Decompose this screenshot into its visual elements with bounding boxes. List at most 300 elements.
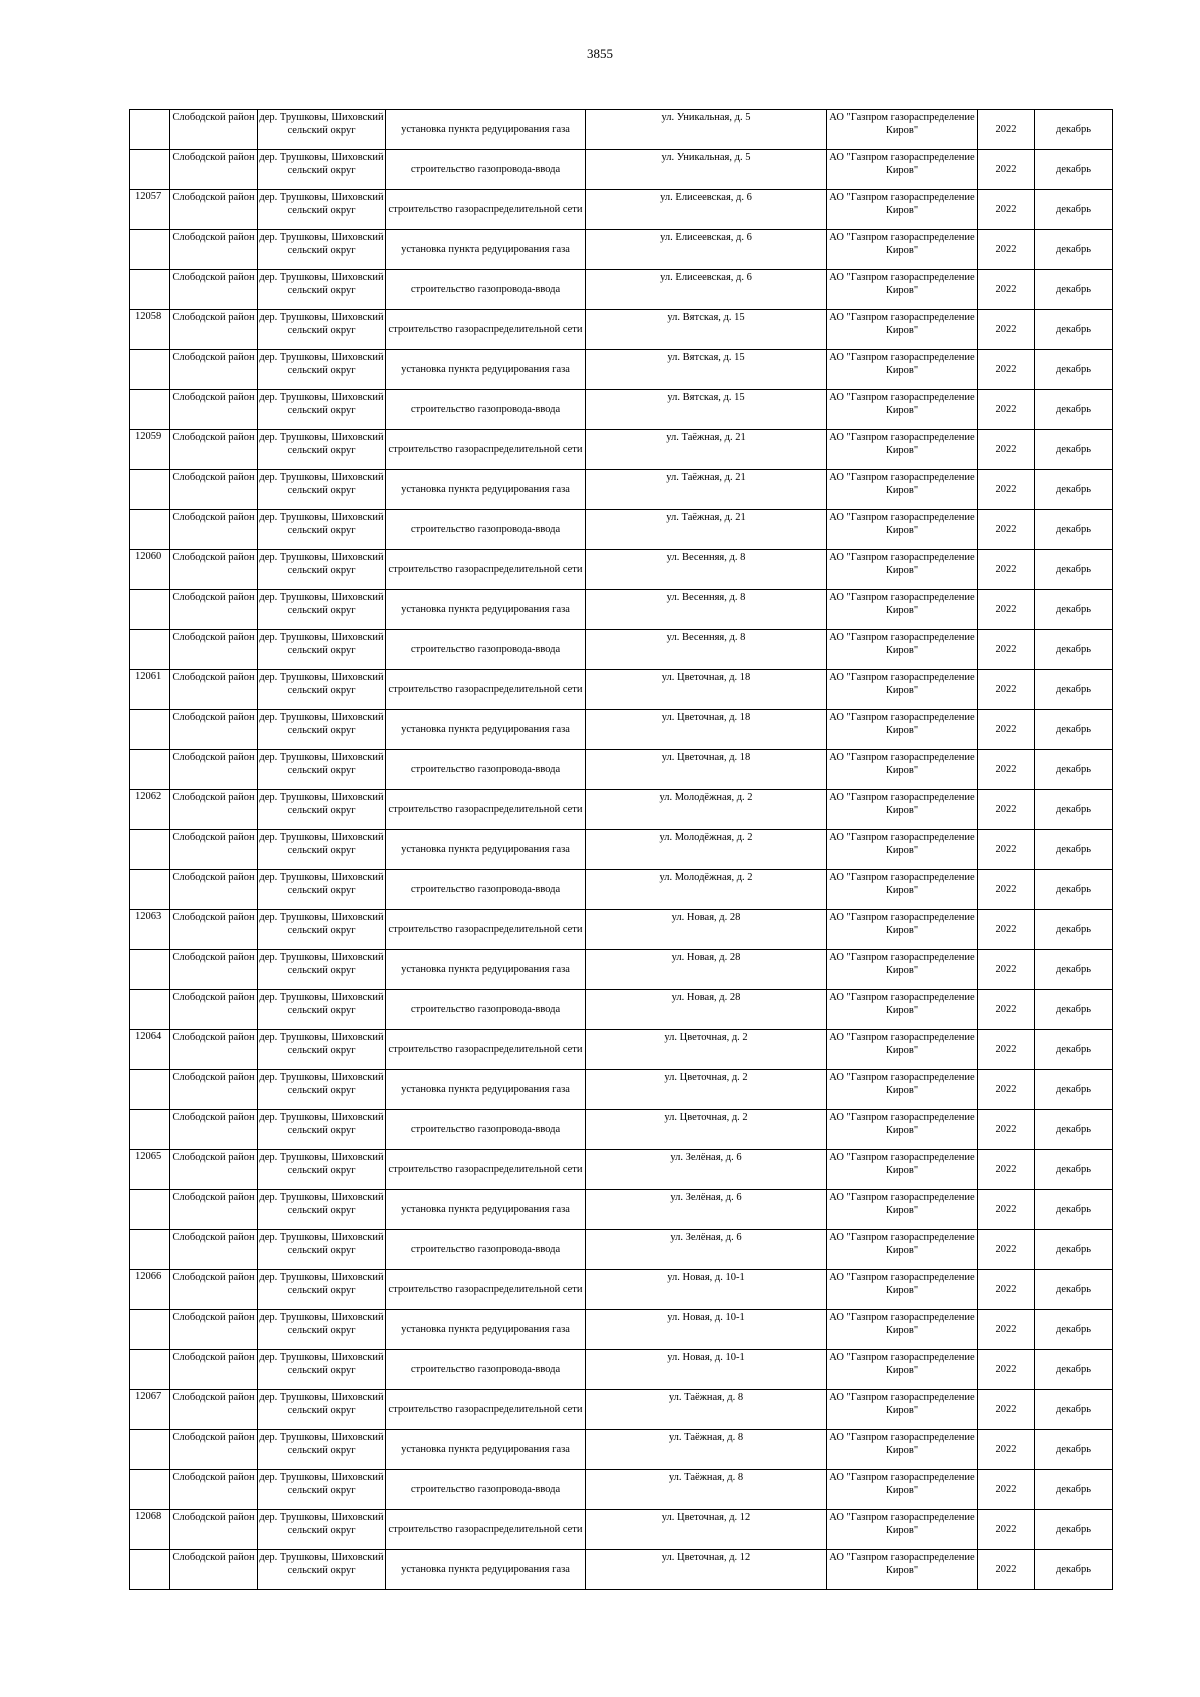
- district-cell: Слободской район: [170, 1110, 258, 1150]
- address-cell: ул. Таёжная, д. 8: [586, 1470, 827, 1510]
- month-cell: декабрь: [1035, 350, 1113, 390]
- year-cell: 2022: [978, 1150, 1035, 1190]
- organization-cell: АО "Газпром газораспределение Киров": [827, 190, 978, 230]
- row-number: [130, 470, 170, 510]
- district-cell: Слободской район: [170, 630, 258, 670]
- works-table: [129, 109, 1113, 1590]
- work-type-cell: установка пункта редуцирования газа: [386, 230, 586, 270]
- address-cell: ул. Уникальная, д. 5: [586, 110, 827, 150]
- settlement-cell: дер. Трушковы, Шиховский сельский округ: [258, 950, 386, 990]
- year-cell: 2022: [978, 190, 1035, 230]
- work-type-cell: строительство газораспределительной сети: [386, 190, 586, 230]
- work-type-cell: строительство газораспределительной сети: [386, 310, 586, 350]
- row-number: [130, 350, 170, 390]
- settlement-cell: дер. Трушковы, Шиховский сельский округ: [258, 1190, 386, 1230]
- work-type-cell: строительство газораспределительной сети: [386, 1270, 586, 1310]
- year-cell: 2022: [978, 550, 1035, 590]
- work-type-cell: строительство газораспределительной сети: [386, 1150, 586, 1190]
- row-number: [130, 950, 170, 990]
- district-cell: Слободской район: [170, 270, 258, 310]
- district-cell: Слободской район: [170, 1030, 258, 1070]
- organization-cell: АО "Газпром газораспределение Киров": [827, 670, 978, 710]
- month-cell: декабрь: [1035, 790, 1113, 830]
- row-number: [130, 1230, 170, 1270]
- month-cell: декабрь: [1035, 1110, 1113, 1150]
- year-cell: 2022: [978, 910, 1035, 950]
- month-cell: декабрь: [1035, 870, 1113, 910]
- row-number: [130, 1070, 170, 1110]
- month-cell: декабрь: [1035, 470, 1113, 510]
- address-cell: ул. Елисеевская, д. 6: [586, 190, 827, 230]
- table-row: [130, 990, 1113, 1030]
- table-row: [130, 190, 1113, 230]
- row-number: [130, 870, 170, 910]
- settlement-cell: дер. Трушковы, Шиховский сельский округ: [258, 150, 386, 190]
- table-row: [130, 1230, 1113, 1270]
- row-number: [130, 1350, 170, 1390]
- month-cell: декабрь: [1035, 550, 1113, 590]
- settlement-cell: дер. Трушковы, Шиховский сельский округ: [258, 1510, 386, 1550]
- work-type-cell: строительство газопровода-ввода: [386, 1230, 586, 1270]
- year-cell: 2022: [978, 1270, 1035, 1310]
- settlement-cell: дер. Трушковы, Шиховский сельский округ: [258, 830, 386, 870]
- settlement-cell: дер. Трушковы, Шиховский сельский округ: [258, 270, 386, 310]
- settlement-cell: дер. Трушковы, Шиховский сельский округ: [258, 630, 386, 670]
- district-cell: Слободской район: [170, 1470, 258, 1510]
- organization-cell: АО "Газпром газораспределение Киров": [827, 470, 978, 510]
- district-cell: Слободской район: [170, 1430, 258, 1470]
- organization-cell: АО "Газпром газораспределение Киров": [827, 1070, 978, 1110]
- settlement-cell: дер. Трушковы, Шиховский сельский округ: [258, 1350, 386, 1390]
- table-row: [130, 310, 1113, 350]
- organization-cell: АО "Газпром газораспределение Киров": [827, 950, 978, 990]
- month-cell: декабрь: [1035, 390, 1113, 430]
- year-cell: 2022: [978, 630, 1035, 670]
- row-number: [130, 1310, 170, 1350]
- district-cell: Слободской район: [170, 910, 258, 950]
- month-cell: декабрь: [1035, 750, 1113, 790]
- organization-cell: АО "Газпром газораспределение Киров": [827, 390, 978, 430]
- year-cell: 2022: [978, 1110, 1035, 1150]
- table-row: [130, 430, 1113, 470]
- district-cell: Слободской район: [170, 150, 258, 190]
- settlement-cell: дер. Трушковы, Шиховский сельский округ: [258, 430, 386, 470]
- address-cell: ул. Таёжная, д. 21: [586, 430, 827, 470]
- row-number: [130, 510, 170, 550]
- work-type-cell: установка пункта редуцирования газа: [386, 1550, 586, 1590]
- organization-cell: АО "Газпром газораспределение Киров": [827, 750, 978, 790]
- district-cell: Слободской район: [170, 830, 258, 870]
- address-cell: ул. Весенняя, д. 8: [586, 550, 827, 590]
- district-cell: Слободской район: [170, 1150, 258, 1190]
- work-type-cell: установка пункта редуцирования газа: [386, 1070, 586, 1110]
- settlement-cell: дер. Трушковы, Шиховский сельский округ: [258, 1270, 386, 1310]
- work-type-cell: строительство газопровода-ввода: [386, 510, 586, 550]
- organization-cell: АО "Газпром газораспределение Киров": [827, 1230, 978, 1270]
- row-number: 12059: [130, 430, 170, 470]
- district-cell: Слободской район: [170, 350, 258, 390]
- work-type-cell: установка пункта редуцирования газа: [386, 1190, 586, 1230]
- year-cell: 2022: [978, 1430, 1035, 1470]
- work-type-cell: установка пункта редуцирования газа: [386, 830, 586, 870]
- settlement-cell: дер. Трушковы, Шиховский сельский округ: [258, 510, 386, 550]
- district-cell: Слободской район: [170, 870, 258, 910]
- district-cell: Слободской район: [170, 1350, 258, 1390]
- settlement-cell: дер. Трушковы, Шиховский сельский округ: [258, 1430, 386, 1470]
- settlement-cell: дер. Трушковы, Шиховский сельский округ: [258, 1390, 386, 1430]
- settlement-cell: дер. Трушковы, Шиховский сельский округ: [258, 470, 386, 510]
- month-cell: декабрь: [1035, 1470, 1113, 1510]
- table-row: [130, 630, 1113, 670]
- work-type-cell: строительство газопровода-ввода: [386, 990, 586, 1030]
- organization-cell: АО "Газпром газораспределение Киров": [827, 870, 978, 910]
- district-cell: Слободской район: [170, 790, 258, 830]
- district-cell: Слободской район: [170, 750, 258, 790]
- organization-cell: АО "Газпром газораспределение Киров": [827, 1190, 978, 1230]
- address-cell: ул. Цветочная, д. 2: [586, 1030, 827, 1070]
- district-cell: Слободской район: [170, 510, 258, 550]
- work-type-cell: установка пункта редуцирования газа: [386, 110, 586, 150]
- row-number: 12065: [130, 1150, 170, 1190]
- year-cell: 2022: [978, 470, 1035, 510]
- month-cell: декабрь: [1035, 590, 1113, 630]
- row-number: [130, 1110, 170, 1150]
- work-type-cell: строительство газораспределительной сети: [386, 1030, 586, 1070]
- address-cell: ул. Таёжная, д. 8: [586, 1390, 827, 1430]
- work-type-cell: строительство газораспределительной сети: [386, 430, 586, 470]
- settlement-cell: дер. Трушковы, Шиховский сельский округ: [258, 1030, 386, 1070]
- month-cell: декабрь: [1035, 990, 1113, 1030]
- address-cell: ул. Цветочная, д. 12: [586, 1510, 827, 1550]
- organization-cell: АО "Газпром газораспределение Киров": [827, 510, 978, 550]
- address-cell: ул. Цветочная, д. 2: [586, 1070, 827, 1110]
- organization-cell: АО "Газпром газораспределение Киров": [827, 1110, 978, 1150]
- year-cell: 2022: [978, 1550, 1035, 1590]
- month-cell: декабрь: [1035, 950, 1113, 990]
- work-type-cell: строительство газопровода-ввода: [386, 1350, 586, 1390]
- year-cell: 2022: [978, 1510, 1035, 1550]
- row-number: 12066: [130, 1270, 170, 1310]
- row-number: [130, 1470, 170, 1510]
- row-number: 12068: [130, 1510, 170, 1550]
- month-cell: декабрь: [1035, 1270, 1113, 1310]
- district-cell: Слободской район: [170, 430, 258, 470]
- organization-cell: АО "Газпром газораспределение Киров": [827, 1510, 978, 1550]
- row-number: [130, 1190, 170, 1230]
- table-row: [130, 230, 1113, 270]
- month-cell: декабрь: [1035, 1310, 1113, 1350]
- month-cell: декабрь: [1035, 230, 1113, 270]
- work-type-cell: строительство газопровода-ввода: [386, 630, 586, 670]
- row-number: [130, 830, 170, 870]
- table-row: [130, 830, 1113, 870]
- table-row: [130, 150, 1113, 190]
- month-cell: декабрь: [1035, 1070, 1113, 1110]
- work-type-cell: строительство газопровода-ввода: [386, 390, 586, 430]
- organization-cell: АО "Газпром газораспределение Киров": [827, 430, 978, 470]
- settlement-cell: дер. Трушковы, Шиховский сельский округ: [258, 1110, 386, 1150]
- district-cell: Слободской район: [170, 990, 258, 1030]
- district-cell: Слободской район: [170, 950, 258, 990]
- month-cell: декабрь: [1035, 270, 1113, 310]
- district-cell: Слободской район: [170, 1510, 258, 1550]
- year-cell: 2022: [978, 1230, 1035, 1270]
- work-type-cell: установка пункта редуцирования газа: [386, 470, 586, 510]
- year-cell: 2022: [978, 350, 1035, 390]
- settlement-cell: дер. Трушковы, Шиховский сельский округ: [258, 1310, 386, 1350]
- year-cell: 2022: [978, 790, 1035, 830]
- table-row: [130, 350, 1113, 390]
- address-cell: ул. Зелёная, д. 6: [586, 1150, 827, 1190]
- table-row: [130, 1470, 1113, 1510]
- row-number: 12060: [130, 550, 170, 590]
- year-cell: 2022: [978, 670, 1035, 710]
- table-row: [130, 110, 1113, 150]
- year-cell: 2022: [978, 390, 1035, 430]
- row-number: [130, 990, 170, 1030]
- organization-cell: АО "Газпром газораспределение Киров": [827, 830, 978, 870]
- row-number: [130, 750, 170, 790]
- year-cell: 2022: [978, 990, 1035, 1030]
- address-cell: ул. Новая, д. 10-1: [586, 1310, 827, 1350]
- month-cell: декабрь: [1035, 830, 1113, 870]
- table-row: [130, 710, 1113, 750]
- year-cell: 2022: [978, 1310, 1035, 1350]
- table-row: [130, 390, 1113, 430]
- table-row: [130, 1510, 1113, 1550]
- district-cell: Слободской район: [170, 590, 258, 630]
- row-number: [130, 1550, 170, 1590]
- work-type-cell: строительство газопровода-ввода: [386, 150, 586, 190]
- table-row: [130, 910, 1113, 950]
- table-row: [130, 1190, 1113, 1230]
- district-cell: Слободской район: [170, 190, 258, 230]
- settlement-cell: дер. Трушковы, Шиховский сельский округ: [258, 1150, 386, 1190]
- settlement-cell: дер. Трушковы, Шиховский сельский округ: [258, 350, 386, 390]
- organization-cell: АО "Газпром газораспределение Киров": [827, 790, 978, 830]
- work-type-cell: строительство газораспределительной сети: [386, 1510, 586, 1550]
- row-number: 12058: [130, 310, 170, 350]
- work-type-cell: строительство газопровода-ввода: [386, 750, 586, 790]
- address-cell: ул. Новая, д. 28: [586, 950, 827, 990]
- year-cell: 2022: [978, 150, 1035, 190]
- table-row: [130, 590, 1113, 630]
- month-cell: декабрь: [1035, 710, 1113, 750]
- row-number: [130, 150, 170, 190]
- row-number: 12067: [130, 1390, 170, 1430]
- row-number: [130, 710, 170, 750]
- address-cell: ул. Цветочная, д. 18: [586, 710, 827, 750]
- district-cell: Слободской район: [170, 1070, 258, 1110]
- month-cell: декабрь: [1035, 110, 1113, 150]
- table-row: [130, 550, 1113, 590]
- table-row: [130, 790, 1113, 830]
- year-cell: 2022: [978, 1350, 1035, 1390]
- organization-cell: АО "Газпром газораспределение Киров": [827, 270, 978, 310]
- district-cell: Слободской район: [170, 1550, 258, 1590]
- settlement-cell: дер. Трушковы, Шиховский сельский округ: [258, 1550, 386, 1590]
- organization-cell: АО "Газпром газораспределение Киров": [827, 150, 978, 190]
- table-row: [130, 1270, 1113, 1310]
- row-number: 12061: [130, 670, 170, 710]
- settlement-cell: дер. Трушковы, Шиховский сельский округ: [258, 870, 386, 910]
- address-cell: ул. Таёжная, д. 21: [586, 510, 827, 550]
- address-cell: ул. Елисеевская, д. 6: [586, 270, 827, 310]
- year-cell: 2022: [978, 1390, 1035, 1430]
- year-cell: 2022: [978, 1030, 1035, 1070]
- month-cell: декабрь: [1035, 1390, 1113, 1430]
- row-number: [130, 230, 170, 270]
- work-type-cell: установка пункта редуцирования газа: [386, 710, 586, 750]
- settlement-cell: дер. Трушковы, Шиховский сельский округ: [258, 190, 386, 230]
- month-cell: декабрь: [1035, 1030, 1113, 1070]
- district-cell: Слободской район: [170, 470, 258, 510]
- work-type-cell: строительство газораспределительной сети: [386, 910, 586, 950]
- year-cell: 2022: [978, 830, 1035, 870]
- settlement-cell: дер. Трушковы, Шиховский сельский округ: [258, 910, 386, 950]
- address-cell: ул. Новая, д. 10-1: [586, 1350, 827, 1390]
- year-cell: 2022: [978, 430, 1035, 470]
- work-type-cell: установка пункта редуцирования газа: [386, 590, 586, 630]
- row-number: [130, 1430, 170, 1470]
- district-cell: Слободской район: [170, 390, 258, 430]
- table-row: [130, 870, 1113, 910]
- organization-cell: АО "Газпром газораспределение Киров": [827, 990, 978, 1030]
- address-cell: ул. Молодёжная, д. 2: [586, 870, 827, 910]
- settlement-cell: дер. Трушковы, Шиховский сельский округ: [258, 550, 386, 590]
- work-type-cell: строительство газораспределительной сети: [386, 550, 586, 590]
- settlement-cell: дер. Трушковы, Шиховский сельский округ: [258, 750, 386, 790]
- address-cell: ул. Зелёная, д. 6: [586, 1230, 827, 1270]
- work-type-cell: строительство газораспределительной сети: [386, 1390, 586, 1430]
- work-type-cell: строительство газораспределительной сети: [386, 670, 586, 710]
- month-cell: декабрь: [1035, 1350, 1113, 1390]
- address-cell: ул. Вятская, д. 15: [586, 390, 827, 430]
- row-number: 12064: [130, 1030, 170, 1070]
- organization-cell: АО "Газпром газораспределение Киров": [827, 1310, 978, 1350]
- organization-cell: АО "Газпром газораспределение Киров": [827, 310, 978, 350]
- organization-cell: АО "Газпром газораспределение Киров": [827, 1030, 978, 1070]
- table-row: [130, 1070, 1113, 1110]
- month-cell: декабрь: [1035, 510, 1113, 550]
- settlement-cell: дер. Трушковы, Шиховский сельский округ: [258, 670, 386, 710]
- district-cell: Слободской район: [170, 310, 258, 350]
- month-cell: декабрь: [1035, 1510, 1113, 1550]
- organization-cell: АО "Газпром газораспределение Киров": [827, 590, 978, 630]
- work-type-cell: строительство газопровода-ввода: [386, 870, 586, 910]
- address-cell: ул. Весенняя, д. 8: [586, 590, 827, 630]
- row-number: 12062: [130, 790, 170, 830]
- month-cell: декабрь: [1035, 1150, 1113, 1190]
- address-cell: ул. Весенняя, д. 8: [586, 630, 827, 670]
- organization-cell: АО "Газпром газораспределение Киров": [827, 1430, 978, 1470]
- month-cell: декабрь: [1035, 670, 1113, 710]
- settlement-cell: дер. Трушковы, Шиховский сельский округ: [258, 110, 386, 150]
- settlement-cell: дер. Трушковы, Шиховский сельский округ: [258, 990, 386, 1030]
- year-cell: 2022: [978, 510, 1035, 550]
- table-row: [130, 270, 1113, 310]
- table-row: [130, 1430, 1113, 1470]
- address-cell: ул. Цветочная, д. 12: [586, 1550, 827, 1590]
- year-cell: 2022: [978, 270, 1035, 310]
- settlement-cell: дер. Трушковы, Шиховский сельский округ: [258, 710, 386, 750]
- year-cell: 2022: [978, 870, 1035, 910]
- month-cell: декабрь: [1035, 910, 1113, 950]
- table-row: [130, 670, 1113, 710]
- table-row: [130, 1110, 1113, 1150]
- district-cell: Слободской район: [170, 550, 258, 590]
- month-cell: декабрь: [1035, 630, 1113, 670]
- organization-cell: АО "Газпром газораспределение Киров": [827, 110, 978, 150]
- organization-cell: АО "Газпром газораспределение Киров": [827, 1270, 978, 1310]
- organization-cell: АО "Газпром газораспределение Киров": [827, 550, 978, 590]
- district-cell: Слободской район: [170, 1230, 258, 1270]
- year-cell: 2022: [978, 950, 1035, 990]
- organization-cell: АО "Газпром газораспределение Киров": [827, 1550, 978, 1590]
- work-type-cell: строительство газопровода-ввода: [386, 1110, 586, 1150]
- row-number: [130, 590, 170, 630]
- row-number: [130, 630, 170, 670]
- address-cell: ул. Вятская, д. 15: [586, 350, 827, 390]
- month-cell: декабрь: [1035, 190, 1113, 230]
- organization-cell: АО "Газпром газораспределение Киров": [827, 1350, 978, 1390]
- work-type-cell: установка пункта редуцирования газа: [386, 1430, 586, 1470]
- settlement-cell: дер. Трушковы, Шиховский сельский округ: [258, 310, 386, 350]
- organization-cell: АО "Газпром газораспределение Киров": [827, 630, 978, 670]
- month-cell: декабрь: [1035, 430, 1113, 470]
- year-cell: 2022: [978, 750, 1035, 790]
- row-number: [130, 390, 170, 430]
- organization-cell: АО "Газпром газораспределение Киров": [827, 710, 978, 750]
- table-row: [130, 1550, 1113, 1590]
- settlement-cell: дер. Трушковы, Шиховский сельский округ: [258, 1230, 386, 1270]
- row-number: [130, 110, 170, 150]
- address-cell: ул. Новая, д. 10-1: [586, 1270, 827, 1310]
- table-body: [130, 110, 1113, 1590]
- year-cell: 2022: [978, 1190, 1035, 1230]
- table-row: [130, 950, 1113, 990]
- month-cell: декабрь: [1035, 1190, 1113, 1230]
- district-cell: Слободской район: [170, 670, 258, 710]
- table-row: [130, 750, 1113, 790]
- address-cell: ул. Новая, д. 28: [586, 910, 827, 950]
- district-cell: Слободской район: [170, 1270, 258, 1310]
- year-cell: 2022: [978, 590, 1035, 630]
- address-cell: ул. Цветочная, д. 18: [586, 670, 827, 710]
- work-type-cell: строительство газораспределительной сети: [386, 790, 586, 830]
- settlement-cell: дер. Трушковы, Шиховский сельский округ: [258, 790, 386, 830]
- district-cell: Слободской район: [170, 110, 258, 150]
- table-row: [130, 1390, 1113, 1430]
- settlement-cell: дер. Трушковы, Шиховский сельский округ: [258, 390, 386, 430]
- month-cell: декабрь: [1035, 310, 1113, 350]
- district-cell: Слободской район: [170, 710, 258, 750]
- work-type-cell: строительство газопровода-ввода: [386, 270, 586, 310]
- year-cell: 2022: [978, 1470, 1035, 1510]
- organization-cell: АО "Газпром газораспределение Киров": [827, 230, 978, 270]
- address-cell: ул. Цветочная, д. 2: [586, 1110, 827, 1150]
- table-row: [130, 1150, 1113, 1190]
- address-cell: ул. Зелёная, д. 6: [586, 1190, 827, 1230]
- row-number: 12063: [130, 910, 170, 950]
- work-type-cell: установка пункта редуцирования газа: [386, 350, 586, 390]
- organization-cell: АО "Газпром газораспределение Киров": [827, 1390, 978, 1430]
- organization-cell: АО "Газпром газораспределение Киров": [827, 350, 978, 390]
- work-type-cell: строительство газопровода-ввода: [386, 1470, 586, 1510]
- work-type-cell: установка пункта редуцирования газа: [386, 950, 586, 990]
- month-cell: декабрь: [1035, 1550, 1113, 1590]
- settlement-cell: дер. Трушковы, Шиховский сельский округ: [258, 1070, 386, 1110]
